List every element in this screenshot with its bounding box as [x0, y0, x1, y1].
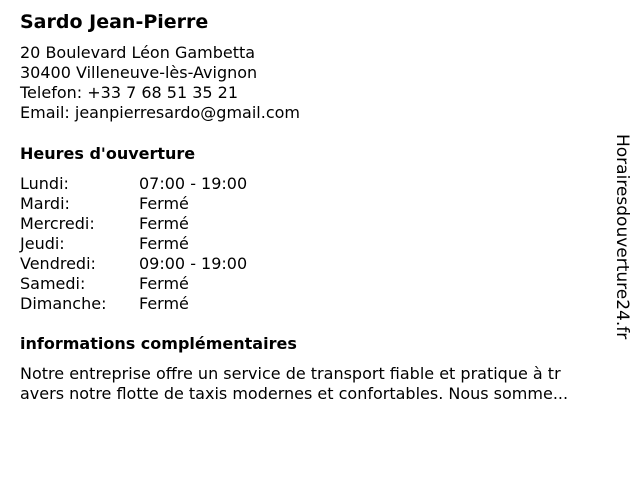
- hours-row-thursday: [20, 234, 320, 254]
- hours-value: Fermé: [139, 274, 189, 293]
- hours-value: Fermé: [139, 294, 189, 313]
- hours-value: Fermé: [139, 194, 189, 213]
- opening-hours-title: Heures d'ouverture: [20, 144, 196, 163]
- hours-value: 07:00 - 19:00: [139, 174, 248, 193]
- day-label: Jeudi:: [20, 234, 65, 253]
- day-label: Mardi:: [20, 194, 70, 213]
- email-address: Email: jeanpierresardo@gmail.com: [20, 103, 300, 122]
- hours-row-saturday: [20, 274, 320, 294]
- phone-number: Telefon: +33 7 68 51 35 21: [20, 83, 239, 102]
- hours-row-sunday: [20, 294, 320, 314]
- hours-row-tuesday: [20, 194, 320, 214]
- address-city: 30400 Villeneuve-lès-Avignon: [20, 63, 258, 82]
- additional-info-title: informations complémentaires: [20, 334, 297, 353]
- business-name: Sardo Jean-Pierre: [20, 11, 209, 33]
- opening-hours-list: [20, 174, 320, 314]
- address-street: 20 Boulevard Léon Gambetta: [20, 43, 256, 62]
- description-line: Notre entreprise offre un service de transport fiable et pratique à tr: [20, 364, 561, 383]
- hours-row-wednesday: [20, 214, 320, 234]
- hours-value: Fermé: [139, 234, 189, 253]
- site-watermark: Horairesdouverture24.fr: [612, 134, 632, 340]
- day-label: Mercredi:: [20, 214, 95, 233]
- day-label: Vendredi:: [20, 254, 96, 273]
- description-line: avers notre flotte de taxis modernes et confortables. Nous somme...: [20, 384, 569, 403]
- hours-value: Fermé: [139, 214, 189, 233]
- business-description: [20, 364, 612, 404]
- day-label: Lundi:: [20, 174, 69, 193]
- hours-row-friday: [20, 254, 320, 274]
- hours-row-monday: [20, 174, 320, 194]
- day-label: Samedi:: [20, 274, 86, 293]
- hours-value: 09:00 - 19:00: [139, 254, 248, 273]
- contact-details: [20, 43, 300, 123]
- day-label: Dimanche:: [20, 294, 107, 313]
